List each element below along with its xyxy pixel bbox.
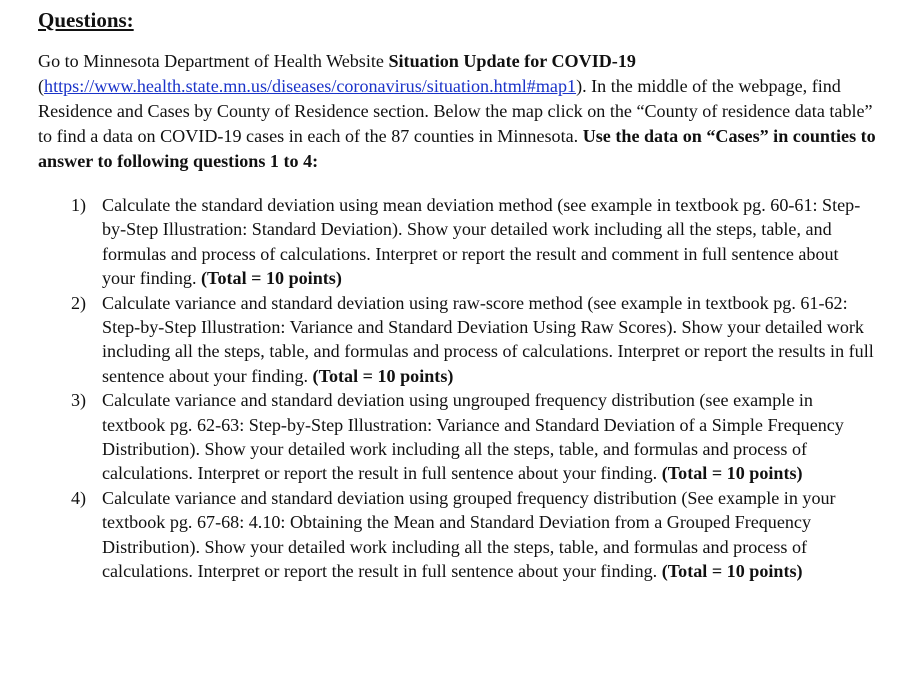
question-item-3 bbox=[38, 388, 876, 486]
question-text: Calculate variance and standard deviation using ungrouped frequency distribution (see example in textbook pg. 62-63: Step-by-Step Illustration: Variance and Standard Deviation of a Simple Frequency Distribution). Show your detailed work including all the steps, table, and formulas and process of calculations. Interpret or report the result in full sentence about your finding. bbox=[102, 390, 844, 484]
question-text: Calculate variance and standard deviation using grouped frequency distribution (See example in your textbook pg. 67-68: 4.10: Obtaining the Mean and Standard Deviation from a Grouped Frequency Distribution). Show your detailed work including all the steps, table, and formulas and process of calculations. Interpret or report the result in full sentence about your finding. bbox=[102, 487, 836, 582]
question-points: (Total = 10 points) bbox=[312, 365, 454, 386]
question-number: 1) bbox=[71, 195, 87, 215]
intro-text-middle: ). In the middle of the webpage, find Residence and Cases by County of Residence section. Below the map click on the “County of residence data table” to find a data on COVID-19 cases in each of the 87 counties in Minnesota. bbox=[38, 76, 873, 146]
questions-heading: Questions: bbox=[38, 8, 134, 32]
question-number: 2) bbox=[71, 292, 87, 313]
question-item-2 bbox=[38, 291, 876, 389]
intro-text-start: Go to Minnesota Department of Health Website bbox=[38, 51, 389, 71]
question-number: 3) bbox=[71, 390, 87, 411]
intro-bold-instruction: Use the data on “Cases” in counties to answer to following questions 1 to 4: bbox=[38, 126, 876, 171]
question-points: (Total = 10 points) bbox=[661, 561, 803, 582]
question-number: 4) bbox=[71, 487, 87, 508]
question-text: Calculate variance and standard deviation using raw-score method (see example in textbook pg. 61-62: Step-by-Step Illustration: Variance and Standard Deviation Using Raw Scores). Show your detailed work including all the steps, table, and formulas and process of calculations. Interpret or report the results in full sentence about your finding. bbox=[102, 292, 874, 386]
situation-update-title: Situation Update for COVID-19 bbox=[388, 51, 636, 71]
question-text: Calculate the standard deviation using mean deviation method (see example in textbook pg. 60-61: Step-by-Step Illustration: Standard Deviation). Show your detailed work including all the steps, table, and formulas and process of calculations. Interpret or report the result and comment in full sentence about your finding. bbox=[102, 195, 861, 289]
document-page bbox=[38, 6, 876, 584]
question-points: (Total = 10 points) bbox=[201, 268, 342, 289]
question-item-1 bbox=[38, 193, 876, 291]
questions-list bbox=[38, 193, 876, 584]
intro-paren-open: ( bbox=[38, 76, 45, 96]
mdh-situation-link[interactable]: https://www.health.state.mn.us/diseases/coronavirus/situation.html#map1 bbox=[44, 76, 577, 96]
intro-paragraph bbox=[38, 49, 876, 174]
question-item-4 bbox=[38, 486, 876, 584]
question-points: (Total = 10 points) bbox=[661, 463, 803, 484]
